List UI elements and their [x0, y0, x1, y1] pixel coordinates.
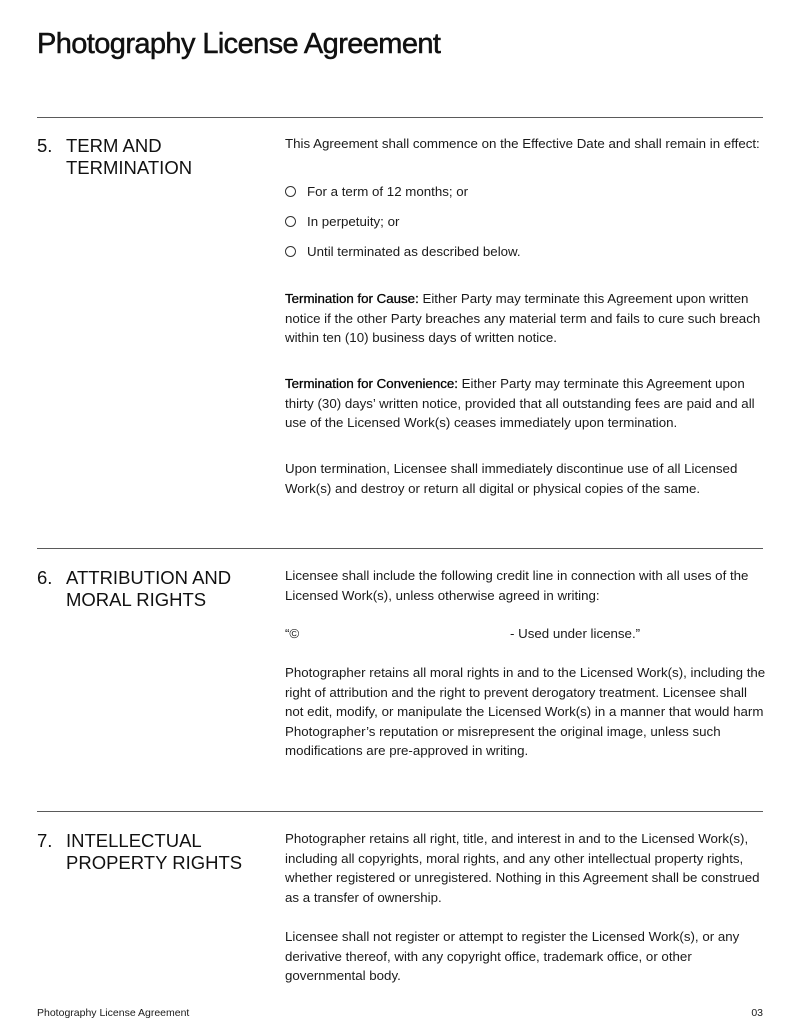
- clause-text: Either Party may terminate this Agreement upon written notice if the other Party breaches any material term and fails to cure such breach within ten (10) business days of written notice.: [285, 291, 761, 346]
- option-label: Until terminated as described below.: [307, 243, 521, 259]
- ip-registration-text: Licensee shall not register or attempt to register the Licensed Work(s), or any derivative thereof, with any copyright office, trademark office, or other governmental body.: [285, 929, 740, 984]
- section-number: 7.: [37, 830, 53, 851]
- section-divider: [37, 548, 763, 549]
- footer-title: Photography License Agreement: [37, 1007, 190, 1019]
- moral-rights-text: Photographer retains all moral rights in and to the Licensed Work(s), including the right of attribution and the right to prevent derogatory treatment. Licensee shall not edit, modify, or manipulate the Licensed Work(s) in a manner that would harm Photographer’s reputation or misrepresent the original image, unless such modifications are pre-approved in writing.: [285, 665, 766, 759]
- termination-for-cause: [285, 289, 767, 348]
- radio-button-icon[interactable]: [285, 216, 296, 227]
- option-label: For a term of 12 months; or: [307, 183, 469, 199]
- clause-text: Either Party may terminate this Agreement upon thirty (30) days’ written notice, provided that all outstanding fees are paid and all use of the Licensed Work(s) ceases immediately upon termination.: [285, 376, 755, 431]
- document-title: Photography License Agreement: [37, 28, 441, 60]
- term-option-until-terminated[interactable]: [285, 241, 521, 261]
- radio-button-icon[interactable]: [285, 246, 296, 257]
- attribution-intro: Licensee shall include the following credit line in connection with all uses of the Licensed Work(s), unless otherwise agreed in writing:: [285, 568, 749, 603]
- credit-line-close: - Used under license.”: [510, 626, 641, 641]
- option-label: In perpetuity; or: [307, 213, 400, 229]
- section-divider: [37, 117, 763, 118]
- clause-label: Termination for Convenience:: [285, 376, 458, 391]
- termination-for-convenience: [285, 374, 767, 433]
- upon-termination: Upon termination, Licensee shall immediately discontinue use of all Licensed Work(s) and destroy or return all digital or physical copies of the same.: [285, 461, 738, 496]
- term-intro: This Agreement shall commence on the Effective Date and shall remain in effect:: [285, 136, 760, 151]
- section-number: 5.: [37, 135, 53, 156]
- term-option-12-months[interactable]: [285, 181, 468, 201]
- section-heading: TERM AND TERMINATION: [66, 135, 193, 178]
- section-divider: [37, 811, 763, 812]
- ip-rights-text: Photographer retains all right, title, and interest in and to the Licensed Work(s), including all copyrights, moral rights, and any other intellectual property rights, whether registered or unregistered. Nothing in this Agreement shall be construed as a transfer of ownership.: [285, 831, 760, 905]
- section-heading: ATTRIBUTION AND MORAL RIGHTS: [66, 567, 232, 610]
- radio-button-icon[interactable]: [285, 186, 296, 197]
- page-number: 03: [751, 1007, 763, 1019]
- term-option-perpetuity[interactable]: [285, 211, 399, 231]
- section-heading: INTELLECTUAL PROPERTY RIGHTS: [66, 830, 243, 873]
- clause-label: Termination for Cause:: [285, 291, 419, 306]
- section-number: 6.: [37, 567, 53, 588]
- credit-line-open: “©: [285, 626, 300, 641]
